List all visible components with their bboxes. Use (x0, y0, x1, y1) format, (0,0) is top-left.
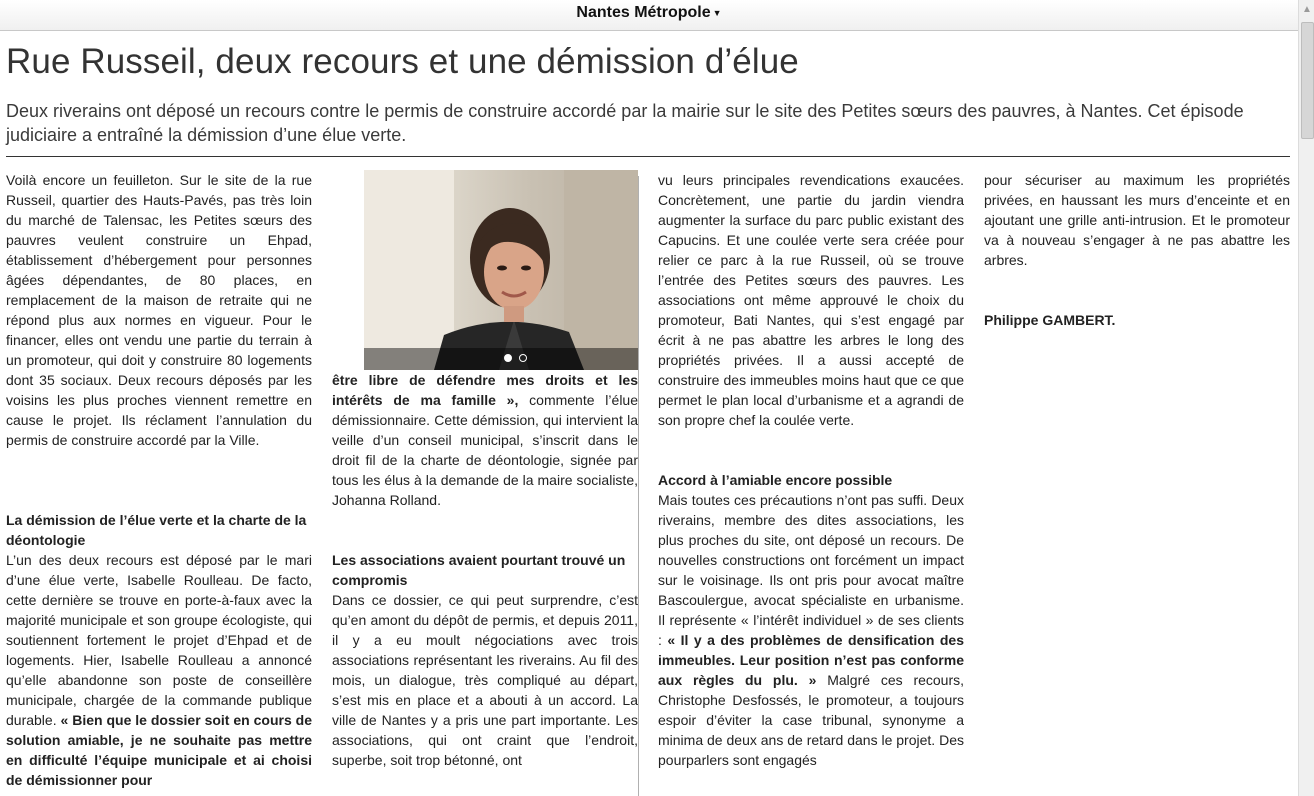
section-dropdown[interactable] (0, 4, 1298, 22)
byline-text: Philippe GAMBERT. (984, 312, 1116, 328)
portrait-photo (364, 170, 638, 370)
column-divider (638, 176, 639, 796)
article-column-1 (6, 170, 312, 796)
subheading: Accord à l’amiable encore possible (658, 472, 893, 488)
scroll-up-arrow-icon[interactable]: ▲ (1302, 4, 1312, 15)
scroll-thumb[interactable] (1301, 22, 1314, 139)
paragraph-spacer (658, 430, 964, 470)
article-column-2 (332, 170, 638, 796)
slide-dot-2[interactable] (519, 354, 527, 362)
paragraph-text: Mais toutes ces précautions n’ont pas suffi. Deux riverains, membre des dites associations, les plus proches du site, ont déposé un recours. De nouvelles constructions ont forcément un impact sur le voisinage. Ils ont pris pour avocat maître Bascoulergue, avocat spécialiste en urbanisme. Il représente « l’intérêt individuel » de ses clients : (658, 492, 964, 648)
headline-rule (6, 156, 1290, 157)
paragraph-spacer (6, 450, 312, 510)
article-photo[interactable] (364, 170, 638, 370)
quote-text: « Bien que le dossier soit en cours de solution amiable, je ne souhaite pas mettre en difficulté l’équipe municipale et ai choisi de démissionner pour (6, 712, 312, 788)
paragraph-text: Malgré ces recours, Christophe Desfossés, le promoteur, a toujours espoir d’éviter la case tribunal, synonyme a minima de deux ans de retard dans le projet. Des pourparlers sont engagés (658, 672, 964, 768)
paragraph (658, 490, 964, 770)
vertical-scrollbar[interactable] (1298, 0, 1314, 796)
quote-text: « Il y a des problèmes de densification des immeubles. Leur position n’est pas conforme aux règles du plu. » (658, 632, 964, 688)
slideshow-bar (364, 348, 638, 370)
paragraph: vu leurs principales revendications exaucées. Concrètement, une partie du jardin viendra augmenter la surface du parc public existant des Capucins. Et une coulée verte sera créée pour relier ce parc à la rue Russeil, où se trouve l’entrée des Petites sœurs des pauvres. Les associations ont même approuvé le choix du promoteur, Bati Nantes, qui s’est engagé par écrit à ne pas abattre les arbres le long des propriétés privées. Il a aussi accepté de construire des immeubles moins haut que ce que permet le plan local d’urbanisme et a agrandi de son propre chef la coulée verte. (658, 172, 964, 428)
paragraph-spacer (332, 510, 638, 550)
subheading: La démission de l’élue verte et la charte de la déontologie (6, 512, 307, 548)
quote-text: être libre de défendre mes droits et les intérêts de ma famille », (332, 372, 638, 408)
paragraph: Voilà encore un feuilleton. Sur le site de la rue Russeil, quartier des Hauts-Pavés, pas très loin du marché de Talensac, les Petites sœurs des pauvres veulent construire un Ehpad, établissement d’hébergement pour personnes âgées dépendantes, de 80 places, en remplacement de la maison de retraite qui ne répond plus aux normes en vigueur. Pour le financer, elles ont vendu une partie du terrain à un promoteur, qui doit y construire 80 logements dont 35 sociaux. Deux recours déposés par les voisins les plus proches viennent remettre en cause le projet. Ils réclament l’annulation du permis de construire accordé par la Ville. (6, 172, 312, 448)
slide-dot-1[interactable] (504, 354, 512, 362)
section-label: Nantes Métropole (576, 4, 711, 21)
paragraph-text: L’un des deux recours est déposé par le mari d’une élue verte, Isabelle Roulleau. De facto, cette dernière se trouve en porte-à-faux avec la majorité municipale et son groupe écologiste, qui soutiennent fortement le projet d’Ehpad et de logements. Hier, Isabelle Roulleau a annoncé qu’elle abandonne son poste de conseillère municipale, chargée de la commande publique durable. (6, 552, 312, 728)
article-lead: Deux riverains ont déposé un recours contre le permis de construire accordé par la mairie sur le site des Petites sœurs des pauvres, à Nantes. Cet épisode judiciaire a entraîné la démission d’une élue verte. (6, 101, 1244, 145)
paragraph (6, 550, 312, 790)
article-headline: Rue Russeil, deux recours et une démission d’élue (6, 42, 799, 81)
paragraph (332, 370, 638, 510)
subheading: Les associations avaient pourtant trouvé un compromis (332, 552, 626, 588)
section-header-bar (0, 0, 1298, 31)
article-column-3 (658, 170, 964, 796)
byline (984, 310, 1290, 330)
triangle-down-icon: ▼ (712, 7, 722, 18)
paragraph: pour sécuriser au maximum les propriétés privées, en haussant les murs d’enceinte et en ajoutant une grille anti-intrusion. Et le promoteur va à nouveau s’engager à ne pas abattre les arbres. (984, 172, 1290, 268)
paragraph: Dans ce dossier, ce qui peut surprendre, c’est qu’en amont du dépôt de permis, et depuis 2011, il y a eu moult négociations avec trois associations représentant les riverains. Au fil des mois, un dialogue, très compliqué au départ, s’est mis en place et a abouti à un accord. La ville de Nantes y a pris une part importante. Les associations, qui ont craint que l’endroit, superbe, soit trop bétonné, ont (332, 592, 638, 768)
article-column-4 (984, 170, 1290, 796)
paragraph-text: commente l’élue démissionnaire. Cette démission, qui intervient la veille d’un conseil municipal, s’inscrit dans le droit fil de la charte de déontologie, signée par tous les élus à la demande de la maire socialiste, Johanna Rolland. (332, 392, 638, 508)
paragraph-spacer (984, 270, 1290, 310)
